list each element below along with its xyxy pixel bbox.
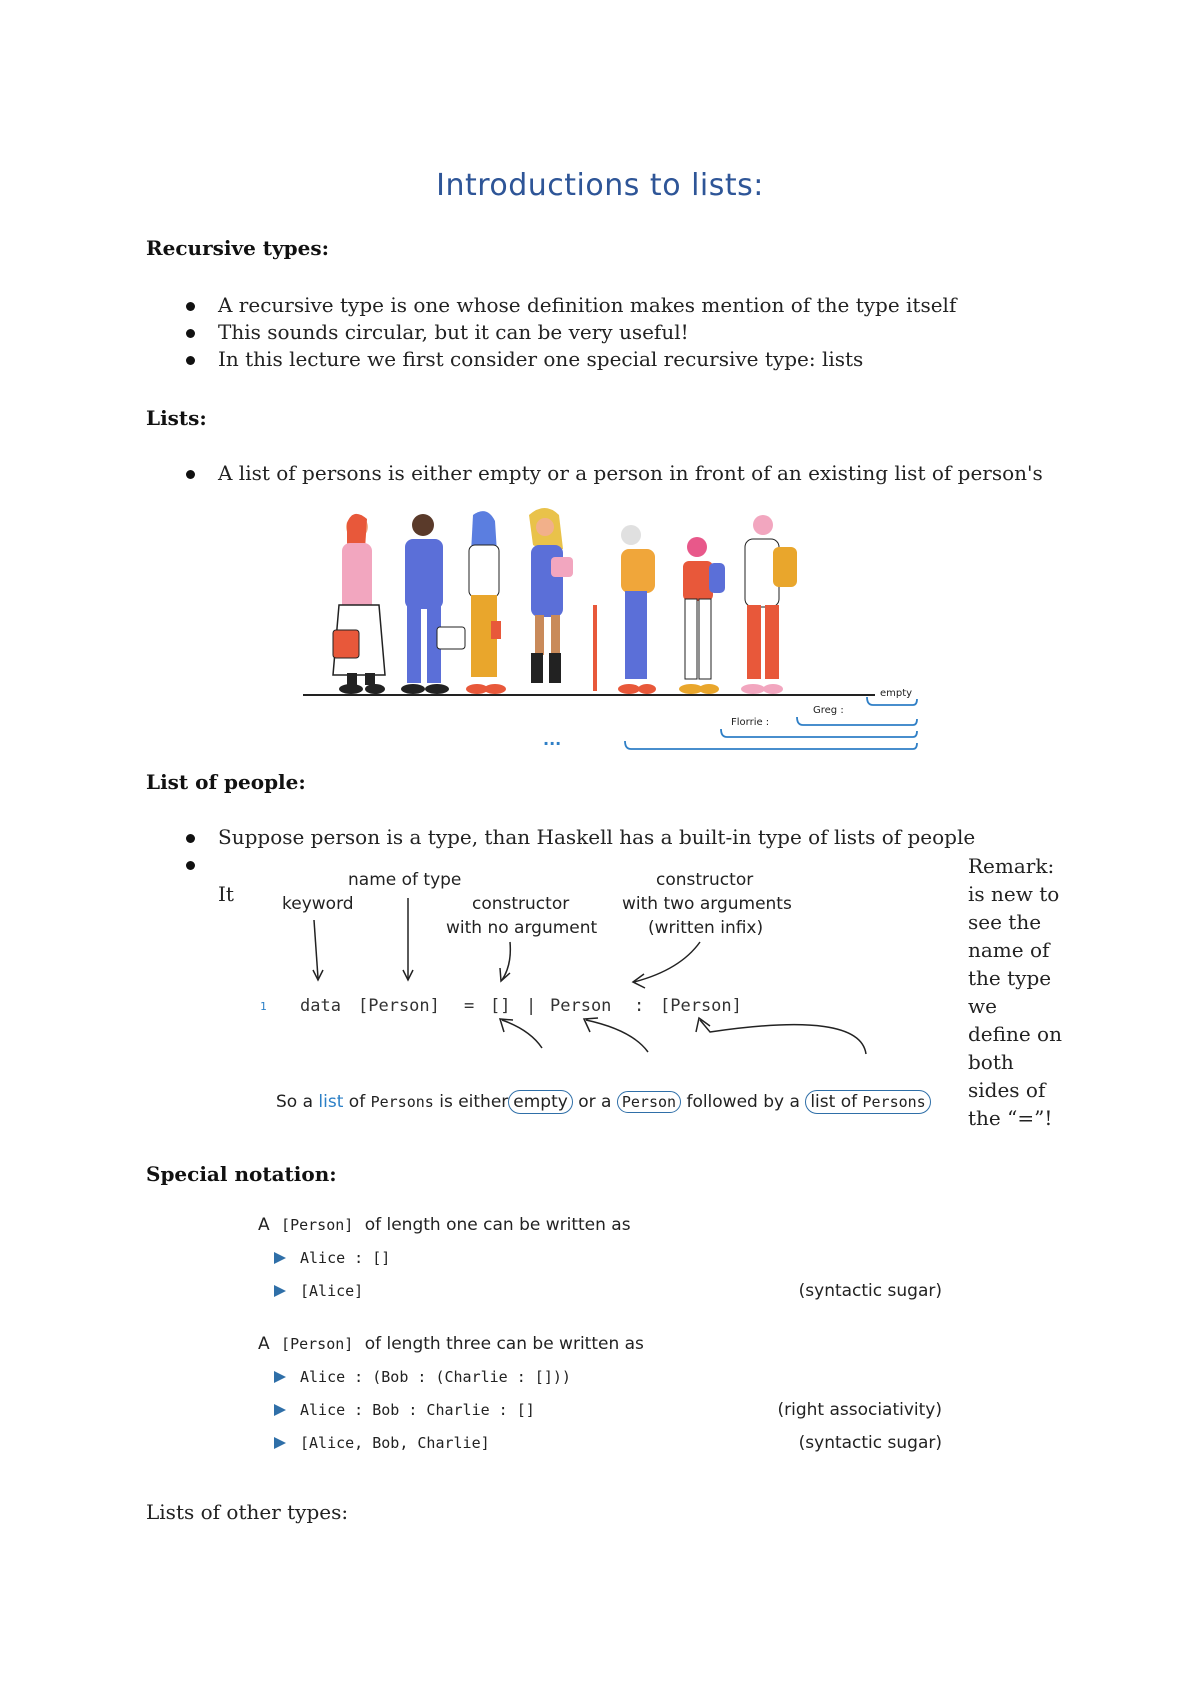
it-text: It <box>218 882 234 906</box>
people-queue-illustration <box>295 505 935 755</box>
bullet-triangle-icon <box>274 1285 286 1297</box>
summary-person-pill: Person <box>617 1091 681 1113</box>
summary-or-a: or a <box>578 1092 612 1112</box>
intro-type: [Person] <box>281 1335 354 1353</box>
code-empty-constructor: [] <box>490 996 511 1016</box>
remark-line: define on <box>968 1022 1062 1046</box>
remark-line: the “=”! <box>968 1106 1053 1130</box>
special-row <box>258 1281 958 1314</box>
special-intro-1 <box>258 1215 958 1248</box>
person-figure-2 <box>401 514 465 694</box>
bullet-triangle-icon <box>274 1437 286 1449</box>
person-figure-5 <box>595 525 656 694</box>
list-item: In this lecture we first consider one special recursive type: lists <box>146 346 956 373</box>
special-block-1 <box>258 1215 958 1314</box>
remark-line: Remark: <box>968 854 1055 878</box>
written-infix-label: (written infix) <box>648 918 764 938</box>
special-row <box>258 1367 958 1400</box>
remark-line: sides of <box>968 1078 1046 1102</box>
person-figure-6 <box>679 537 725 694</box>
person-figure-3 <box>466 511 506 694</box>
special-intro-2 <box>258 1334 958 1367</box>
special-row <box>258 1400 958 1433</box>
special-code: [Alice] <box>300 1282 364 1300</box>
code-list-type: [Person] <box>660 996 742 1016</box>
remark-line: is new to <box>968 882 1060 906</box>
heading-lists: Lists: <box>146 406 207 430</box>
summary-of: of <box>348 1092 366 1112</box>
code-bar: | <box>526 996 537 1016</box>
ellipsis-label: ... <box>543 730 562 749</box>
remark-note <box>968 852 1078 1132</box>
summary-is-either: is either <box>439 1092 509 1112</box>
special-note: (syntactic sugar) <box>798 1281 942 1301</box>
code-type-name: [Person] <box>358 996 440 1016</box>
constructor-no-arg-label: constructor <box>472 894 570 914</box>
summary-list: list <box>318 1092 344 1112</box>
person-figure-4 <box>529 508 573 683</box>
greg-label: Greg : <box>813 705 844 716</box>
list-item: A list of persons is either empty or a person in front of an existing list of person's <box>146 460 1043 487</box>
special-code: Alice : Bob : Charlie : [] <box>300 1401 535 1419</box>
name-of-type-label: name of type <box>348 870 462 890</box>
bullet-triangle-icon <box>274 1252 286 1264</box>
code-colon: : <box>634 996 645 1016</box>
list-item: Suppose person is a type, than Haskell has a built-in type of lists of people <box>146 824 975 851</box>
empty-label: empty <box>880 688 913 699</box>
special-code: Alice : (Bob : (Charlie : [])) <box>300 1368 571 1386</box>
summary-followed-by: followed by a <box>686 1092 800 1112</box>
intro-a: A <box>258 1334 270 1354</box>
keyword-label: keyword <box>282 894 354 914</box>
code-data-keyword: data <box>300 996 341 1016</box>
summary-list-of: list of <box>810 1092 858 1112</box>
constructor-no-arg-sub: with no argument <box>446 918 598 938</box>
intro-rest: of length one can be written as <box>364 1215 631 1235</box>
remark-line: see the <box>968 910 1042 934</box>
intro-a: A <box>258 1215 270 1235</box>
person-figure-1 <box>333 514 385 694</box>
remark-line: we <box>968 994 997 1018</box>
list-item: This sounds circular, but it can be very useful! <box>146 319 956 346</box>
special-code: Alice : [] <box>300 1249 391 1267</box>
recursive-bullets <box>146 292 956 373</box>
code-person: Person <box>550 996 612 1016</box>
data-declaration-diagram <box>260 870 960 1130</box>
bullet-triangle-icon <box>274 1404 286 1416</box>
florrie-label: Florrie : <box>731 717 770 728</box>
summary-list-of-persons-pill <box>805 1090 930 1114</box>
special-block-2 <box>258 1334 958 1466</box>
list-item: A recursive type is one whose definition makes mention of the type itself <box>146 292 956 319</box>
summary-sentence <box>276 1092 931 1112</box>
heading-recursive-types: Recursive types: <box>146 236 329 260</box>
bullet-triangle-icon <box>274 1371 286 1383</box>
code-equals: = <box>464 996 475 1016</box>
intro-type: [Person] <box>281 1216 354 1234</box>
other-types-text: Lists of other types: <box>146 1500 349 1524</box>
special-row <box>258 1248 958 1281</box>
heading-special-notation: Special notation: <box>146 1162 337 1186</box>
line-number: 1 <box>260 1000 267 1013</box>
heading-list-of-people: List of people: <box>146 770 306 794</box>
summary-so-a: So a <box>276 1092 314 1112</box>
person-figure-7 <box>741 515 797 694</box>
lists-bullets <box>146 460 1043 487</box>
remark-line: name of <box>968 938 1050 962</box>
special-row <box>258 1433 958 1466</box>
page-title: Introductions to lists: <box>436 168 764 203</box>
summary-persons: Persons <box>370 1093 434 1111</box>
intro-rest: of length three can be written as <box>364 1334 644 1354</box>
constructor-two-args-sub: with two arguments <box>622 894 792 914</box>
special-note: (right associativity) <box>777 1400 942 1420</box>
remark-line: the type <box>968 966 1052 990</box>
summary-empty-pill: empty <box>508 1090 573 1114</box>
special-code: [Alice, Bob, Charlie] <box>300 1434 490 1452</box>
remark-line: both <box>968 1050 1014 1074</box>
constructor-two-args-label: constructor <box>656 870 754 890</box>
summary-persons-2: Persons <box>862 1093 926 1111</box>
special-note: (syntactic sugar) <box>798 1433 942 1453</box>
